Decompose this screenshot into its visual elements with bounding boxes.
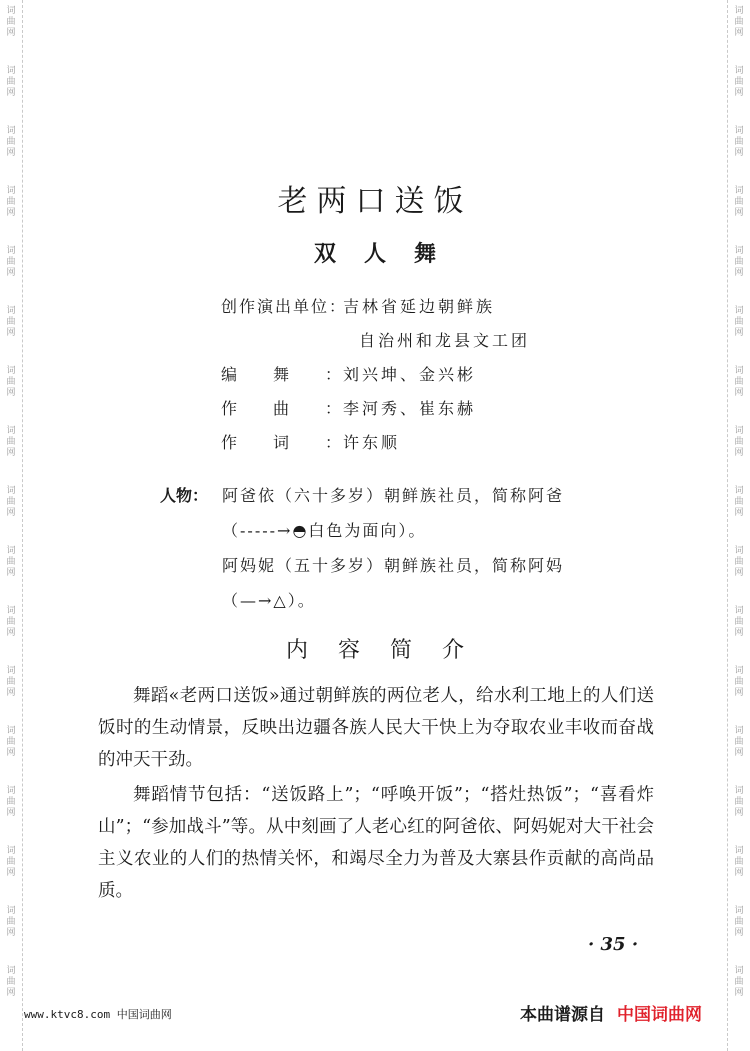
characters-block <box>160 478 564 618</box>
credit-row <box>221 358 530 392</box>
watermark-char: 词 <box>734 486 744 496</box>
watermark-char: 曲 <box>6 317 16 327</box>
watermark-char: 词 <box>734 726 744 736</box>
watermark-glyph <box>5 486 17 519</box>
page-number: · 35 · <box>588 934 639 955</box>
watermark-glyph <box>5 66 17 99</box>
watermark-glyph <box>733 786 745 819</box>
watermark-glyph <box>733 126 745 159</box>
watermark-char: 词 <box>734 786 744 796</box>
character-line <box>160 478 564 513</box>
credit-row <box>221 324 530 358</box>
watermark-char: 词 <box>6 486 16 496</box>
credit-row <box>221 392 530 426</box>
watermark-char: 曲 <box>6 137 16 147</box>
watermark-glyph <box>5 546 17 579</box>
watermark-char: 词 <box>6 906 16 916</box>
watermark-char: 词 <box>734 6 744 16</box>
watermark-char: 网 <box>734 268 744 278</box>
watermark-glyph <box>733 966 745 999</box>
watermark-char: 词 <box>734 846 744 856</box>
credit-value: 刘兴坤、金兴彬 <box>343 365 477 384</box>
watermark-glyph <box>733 546 745 579</box>
watermark-char: 网 <box>734 208 744 218</box>
credit-label: 作词： <box>221 433 343 452</box>
watermark-char: 曲 <box>6 977 16 987</box>
watermark-char: 曲 <box>734 377 744 387</box>
footer-source <box>520 1000 702 1025</box>
watermark-char: 词 <box>734 966 744 976</box>
footer-site-link[interactable]: www.ktvc8.com 中国词曲网 <box>24 1008 172 1021</box>
watermark-char: 词 <box>6 726 16 736</box>
watermark-char: 网 <box>6 688 16 698</box>
watermark-glyph <box>5 306 17 339</box>
watermark-char: 曲 <box>734 677 744 687</box>
watermark-glyph <box>733 306 745 339</box>
watermark-char: 词 <box>6 6 16 16</box>
watermark-char: 网 <box>734 808 744 818</box>
watermark-char: 曲 <box>6 497 16 507</box>
credit-label: 创作演出单位： <box>221 297 348 316</box>
watermark-char: 词 <box>6 426 16 436</box>
watermark-char: 词 <box>6 546 16 556</box>
watermark-char: 词 <box>6 786 16 796</box>
watermark-char: 曲 <box>734 437 744 447</box>
watermark-char: 网 <box>734 328 744 338</box>
watermark-char: 词 <box>734 666 744 676</box>
watermark-char: 网 <box>6 508 16 518</box>
watermark-char: 词 <box>734 186 744 196</box>
credit-row <box>221 290 530 324</box>
watermark-glyph <box>733 846 745 879</box>
watermark-char: 网 <box>6 328 16 338</box>
watermark-char: 曲 <box>734 977 744 987</box>
watermark-char: 网 <box>6 568 16 578</box>
watermark-char: 曲 <box>734 497 744 507</box>
watermark-char: 曲 <box>6 17 16 27</box>
watermark-char: 曲 <box>734 77 744 87</box>
watermark-char: 词 <box>6 846 16 856</box>
page-title: 老两口送饭 <box>277 184 473 219</box>
watermark-glyph <box>5 846 17 879</box>
footer-brand[interactable]: 中国词曲网 <box>617 1005 702 1025</box>
watermark-char: 网 <box>6 148 16 158</box>
watermark-char: 词 <box>6 606 16 616</box>
credit-value: 自治州和龙县文工团 <box>359 331 531 350</box>
watermark-char: 曲 <box>6 797 16 807</box>
watermark-glyph <box>5 906 17 939</box>
watermark-char: 词 <box>6 246 16 256</box>
credit-value: 李河秀、崔东赫 <box>343 399 477 418</box>
watermark-char: 词 <box>6 126 16 136</box>
watermark-glyph <box>5 6 17 39</box>
watermark-glyph <box>733 66 745 99</box>
character-line: 阿妈妮（五十多岁）朝鲜族社员，简称阿妈 <box>222 556 565 575</box>
watermark-char: 词 <box>734 366 744 376</box>
left-margin-line <box>22 0 23 1051</box>
watermark-char: 曲 <box>734 737 744 747</box>
credit-value: 许东顺 <box>343 433 401 452</box>
watermark-char: 网 <box>734 628 744 638</box>
page-subtitle: 双人舞 <box>313 241 464 267</box>
watermark-char: 曲 <box>734 137 744 147</box>
watermark-char: 曲 <box>734 617 744 627</box>
watermark-char: 曲 <box>6 917 16 927</box>
synopsis-paragraph: 舞蹈«老两口送饭»通过朝鲜族的两位老人，给水利工地上的人们送饭时的生动情景，反映出边疆各族人民大干快上为夺取农业丰收而奋战的冲天干劲。 <box>98 686 654 770</box>
credit-value: 吉林省延边朝鲜族 <box>343 297 496 316</box>
watermark-glyph <box>733 6 745 39</box>
watermark-glyph <box>733 666 745 699</box>
watermark-char: 网 <box>6 388 16 398</box>
watermark-char: 词 <box>6 666 16 676</box>
watermark-char: 网 <box>734 748 744 758</box>
synopsis-body <box>98 680 654 910</box>
watermark-char: 曲 <box>6 377 16 387</box>
watermark-char: 网 <box>6 868 16 878</box>
watermark-char: 网 <box>734 568 744 578</box>
watermark-glyph <box>733 906 745 939</box>
credit-label: 编舞： <box>221 365 343 384</box>
credit-row <box>221 426 530 460</box>
watermark-char: 曲 <box>734 197 744 207</box>
watermark-char: 曲 <box>734 917 744 927</box>
watermark-glyph <box>5 966 17 999</box>
watermark-char: 词 <box>734 246 744 256</box>
watermark-char: 词 <box>6 966 16 976</box>
watermark-char: 曲 <box>734 17 744 27</box>
watermark-char: 词 <box>6 306 16 316</box>
watermark-char: 网 <box>734 928 744 938</box>
watermark-char: 曲 <box>6 677 16 687</box>
watermark-char: 网 <box>6 28 16 38</box>
right-margin-line <box>727 0 728 1051</box>
section-title: 内容简介 <box>285 638 494 663</box>
watermark-glyph <box>5 786 17 819</box>
watermark-glyph <box>733 426 745 459</box>
watermark-char: 曲 <box>734 257 744 267</box>
watermark-glyph <box>5 126 17 159</box>
watermark-char: 词 <box>6 366 16 376</box>
watermark-char: 网 <box>734 388 744 398</box>
watermark-char: 网 <box>6 88 16 98</box>
watermark-char: 网 <box>6 208 16 218</box>
watermark-glyph <box>733 726 745 759</box>
watermark-char: 网 <box>6 808 16 818</box>
watermark-char: 词 <box>734 546 744 556</box>
watermark-char: 曲 <box>6 197 16 207</box>
watermark-char: 曲 <box>734 317 744 327</box>
watermark-char: 网 <box>734 868 744 878</box>
watermark-char: 词 <box>6 186 16 196</box>
watermark-glyph <box>733 486 745 519</box>
watermark-char: 曲 <box>6 437 16 447</box>
watermark-char: 曲 <box>6 557 16 567</box>
watermark-char: 词 <box>734 66 744 76</box>
watermark-char: 网 <box>734 988 744 998</box>
watermark-char: 网 <box>6 628 16 638</box>
watermark-char: 网 <box>734 688 744 698</box>
watermark-char: 词 <box>734 906 744 916</box>
watermark-char: 网 <box>6 988 16 998</box>
watermark-glyph <box>733 366 745 399</box>
watermark-char: 曲 <box>734 797 744 807</box>
watermark-char: 曲 <box>6 77 16 87</box>
watermark-char: 网 <box>6 748 16 758</box>
watermark-char: 曲 <box>6 857 16 867</box>
watermark-glyph <box>5 426 17 459</box>
watermark-char: 网 <box>734 148 744 158</box>
watermark-char: 网 <box>734 28 744 38</box>
watermark-char: 网 <box>6 268 16 278</box>
watermark-char: 网 <box>734 508 744 518</box>
watermark-char: 词 <box>734 426 744 436</box>
credits-block <box>221 290 530 460</box>
synopsis-paragraph: 舞蹈情节包括：“送饭路上”；“呼唤开饭”；“搭灶热饭”；“喜看炸山”；“参加战斗”等。从中刻画了人老心红的阿爸依、阿妈妮对大干社会主义农业的人们的热情关怀，和竭尽全力为普及大寨县作贡献的高尚品质。 <box>98 785 654 901</box>
footer-source-text: 本曲谱源自 <box>520 1005 605 1025</box>
watermark-char: 词 <box>734 126 744 136</box>
credit-label: 作曲： <box>221 399 343 418</box>
character-line: （—→△）。 <box>222 591 316 610</box>
character-line: （-----→◓白色为面向）。 <box>222 521 427 540</box>
watermark-char: 曲 <box>734 557 744 567</box>
watermark-char: 曲 <box>6 257 16 267</box>
characters-heading: 人物： <box>160 486 209 505</box>
watermark-char: 曲 <box>6 737 16 747</box>
watermark-char: 网 <box>734 448 744 458</box>
watermark-char: 网 <box>734 88 744 98</box>
watermark-char: 曲 <box>6 617 16 627</box>
watermark-char: 网 <box>6 928 16 938</box>
watermark-glyph <box>5 726 17 759</box>
watermark-char: 曲 <box>734 857 744 867</box>
watermark-char: 词 <box>734 606 744 616</box>
watermark-char: 网 <box>6 448 16 458</box>
watermark-char: 词 <box>6 66 16 76</box>
character-text: 阿爸依（六十多岁）朝鲜族社员，简称阿爸 <box>222 486 565 505</box>
watermark-char: 词 <box>734 306 744 316</box>
watermark-glyph <box>5 666 17 699</box>
watermark-glyph <box>5 366 17 399</box>
